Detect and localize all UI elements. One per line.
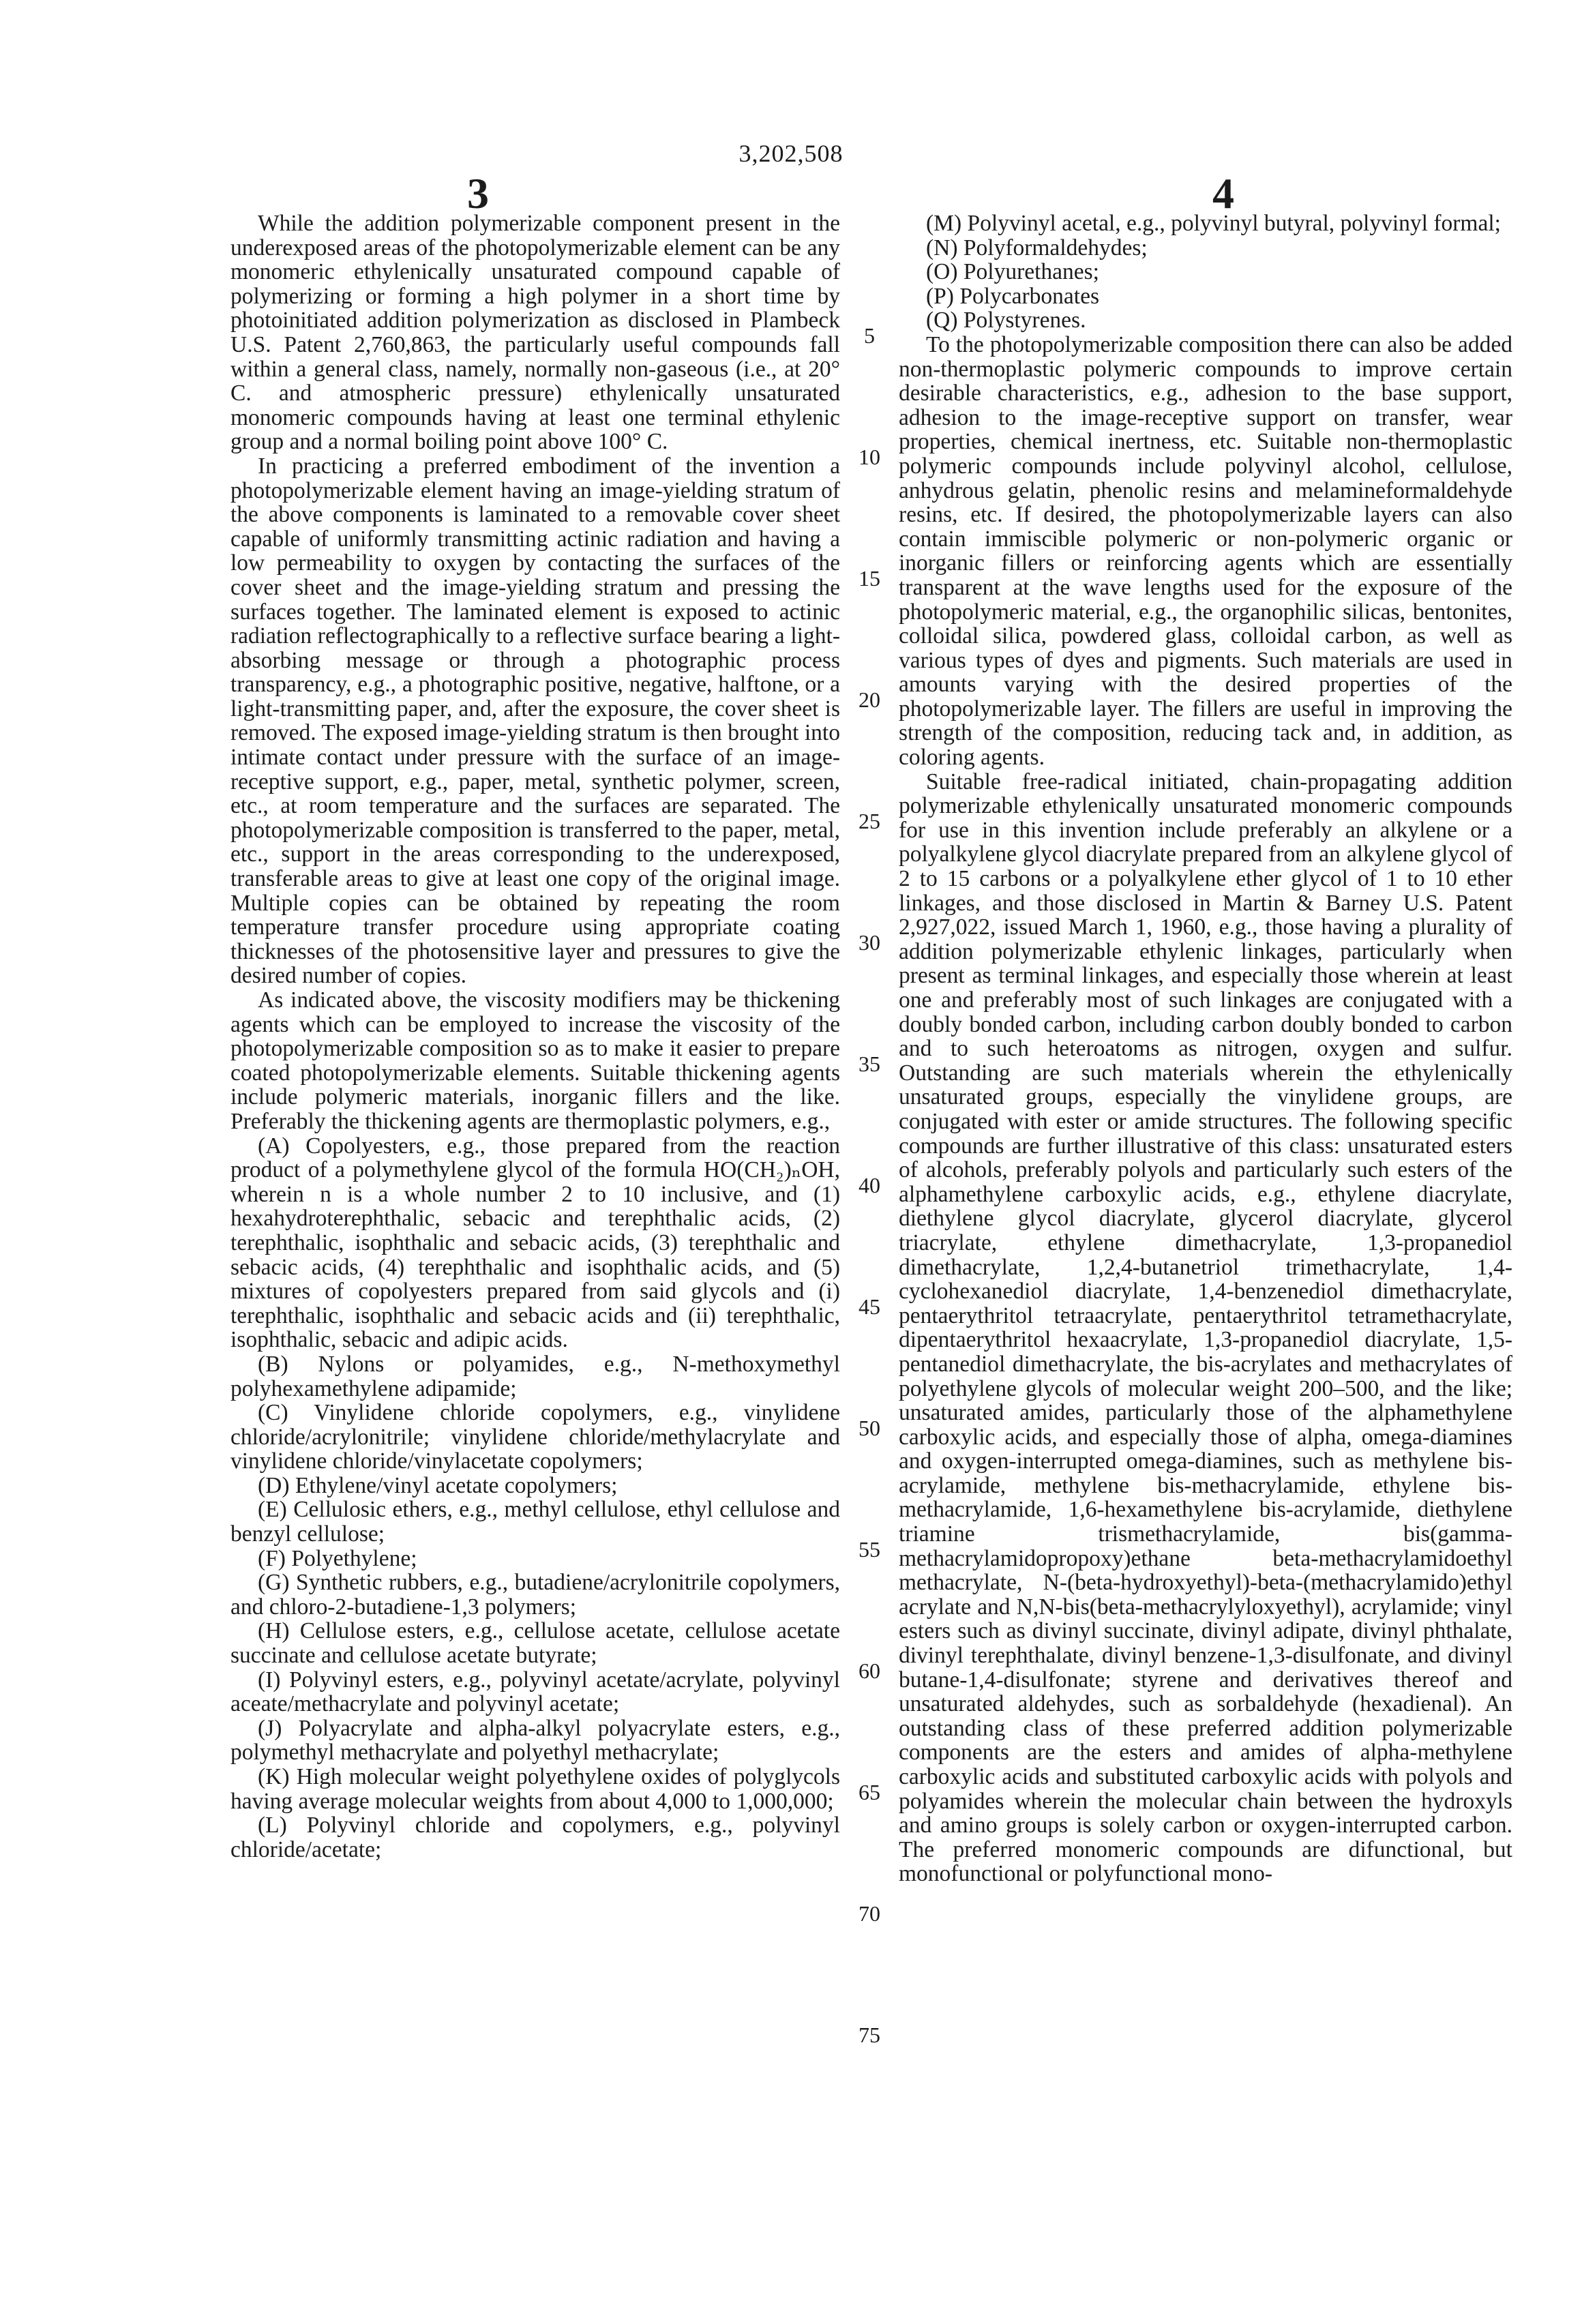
line-number: 35: [846, 1052, 893, 1077]
list-item: (L) Polyvinyl chloride and copolymers, e.g., polyvinyl chloride/acetate;: [230, 1813, 840, 1862]
line-number-gutter: [846, 0, 893, 2324]
right-column-number: 4: [1212, 172, 1234, 215]
line-number: 15: [846, 566, 893, 591]
line-number: 25: [846, 809, 893, 834]
list-item: (P) Polycarbonates: [899, 284, 1512, 309]
list-item: (B) Nylons or polyamides, e.g., N-methoxymethyl polyhexamethylene adipamide;: [230, 1352, 840, 1401]
list-item: (O) Polyurethanes;: [899, 260, 1512, 284]
line-number: 75: [846, 2023, 893, 2048]
list-item: (J) Polyacrylate and alpha-alkyl polyacrylate esters, e.g., polymethyl methacrylate and polyethyl methacrylate;: [230, 1716, 840, 1765]
paragraph: Suitable free-radical initiated, chain-propagating addition polymerizable ethylenically unsaturated monomeric compounds for use in this invention include preferably an alkylene or a polyalkylene glycol diacrylate prepared from an alkylene glycol of 2 to 15 carbons or a polyalkylene ether glycol of 1 to 10 ether linkages, and those disclosed in Martin & Barney U.S. Patent 2,927,022, issued March 1, 1960, e.g., those having a plurality of addition polymerizable ethylenic linkages, particularly when present as terminal linkages, and especially those wherein at least one and preferably most of such linkages are conjugated with a doubly bonded carbon, including carbon doubly bonded to carbon and to such heteroatoms as nitrogen, oxygen and sulfur. Outstanding are such materials wherein the ethylenically unsaturated groups, especially the vinylidene groups, are conjugated with ester or amide structures. The following specific compounds are further illustrative of this class: unsaturated esters of alcohols, preferably polyols and particularly such esters of the alphamethylene carboxylic acids, e.g., ethylene diacrylate, diethylene glycol diacrylate, glycerol diacrylate, glycerol triacrylate, ethylene dimethacrylate, 1,3-propanediol dimethacrylate, 1,2,4-butanetriol trimethacrylate, 1,4-cyclohexanediol diacrylate, 1,4-benzenediol dimethacrylate, pentaerythritol tetraacrylate, pentaerythritol tetramethacrylate, dipentaerythritol hexaacrylate, 1,3-propanediol diacrylate, 1,5-pentanediol dimethacrylate, the bis-acrylates and methacrylates of polyethylene glycols of molecular weight 200–500, and the like; unsaturated amides, particularly those of the alphamethylene carboxylic acids, and especially those of alpha, omega-diamines and oxygen-interrupted omega-diamines, such as methylene bis-acrylamide, methylene bis-methacrylamide, ethylene bis-methacrylamide, 1,6-hexamethylene bis-acrylamide, diethylene triamine trismethacrylamide, bis(gamma-methacrylamidopropoxy)ethane beta-methacrylamidoethyl methacrylate, N-(beta-hydroxyethyl)-beta-(methacrylamido)ethyl acrylate and N,N-bis(beta-methacrylyloxyethyl), acrylamide; vinyl esters such as divinyl succinate, divinyl adipate, divinyl phthalate, divinyl terephthalate, divinyl benzene-1,3-disulfonate, and divinyl butane-1,4-disulfonate; styrene and derivatives thereof and unsaturated aldehydes, such as sorbaldehyde (hexadienal). An outstanding class of these preferred addition polymerizable components are the esters and amides of alpha-methylene carboxylic acids and substituted carboxylic acids with polyols and polyamides wherein the molecular chain between the hydroxyls and amino groups is solely carbon or oxygen-interrupted carbon. The preferred monomeric compounds are difunctional, but monofunctional or polyfunctional mono-: [899, 770, 1512, 1886]
list-item: (M) Polyvinyl acetal, e.g., polyvinyl butyral, polyvinyl formal;: [899, 211, 1512, 236]
list-item: (D) Ethylene/vinyl acetate copolymers;: [230, 1474, 840, 1498]
line-number: 55: [846, 1537, 893, 1562]
list-item: (A) Copolyesters, e.g., those prepared from the reaction product of a polymethylene glycol of the formula HO(CH₂)ₙOH, wherein n is a whole number 2 to 10 inclusive, and (1) hexahydroterephthalic, sebacic and terephthalic acids, (2) terephthalic, isophthalic and sebacic acids, (3) terephthalic and sebacic acids, (4) terephthalic and isophthalic acids, and (5) mixtures of copolyesters prepared from said glycols and (i) terephthalic, isophthalic and sebacic acids and (ii) terephthalic, isophthalic, sebacic and adipic acids.: [230, 1134, 840, 1352]
line-number: 45: [846, 1294, 893, 1320]
list-item: (H) Cellulose esters, e.g., cellulose acetate, cellulose acetate succinate and cellulose acetate butyrate;: [230, 1619, 840, 1667]
line-number: 10: [846, 445, 893, 470]
list-item: (K) High molecular weight polyethylene oxides of polyglycols having average molecular weights from about 4,000 to 1,000,000;: [230, 1765, 840, 1813]
line-number: 20: [846, 687, 893, 713]
paragraph: To the photopolymerizable composition there can also be added non-thermoplastic polymeric compounds to improve certain desirable characteristics, e.g., adhesion to the base support, adhesion to the image-receptive support on transfer, wear properties, chemical inertness, etc. Suitable non-thermoplastic polymeric compounds include polyvinyl alcohol, cellulose, anhydrous gelatin, phenolic resins and melamineformaldehyde resins, etc. If desired, the photopolymerizable layers can also contain immiscible polymeric or non-polymeric organic or inorganic fillers or reinforcing agents which are essentially transparent at the wave lengths used for the exposure of the photopolymeric material, e.g., the organophilic silicas, bentonites, colloidal silica, powdered glass, colloidal carbon, as well as various types of dyes and pigments. Such materials are used in amounts varying with the desired properties of the photopolymerizable layer. The fillers are useful in improving the strength of the composition, reducing tack and, in addition, as coloring agents.: [899, 333, 1512, 770]
patent-number: 3,202,508: [0, 139, 1582, 168]
line-number: 65: [846, 1780, 893, 1805]
list-item: (C) Vinylidene chloride copolymers, e.g., vinylidene chloride/acrylonitrile; vinylidene chloride/methylacrylate and vinylidene chloride/vinylacetate copolymers;: [230, 1401, 840, 1474]
list-item: (F) Polyethylene;: [230, 1547, 840, 1571]
line-number: 60: [846, 1658, 893, 1684]
list-item: (N) Polyformaldehydes;: [899, 236, 1512, 260]
line-number: 5: [846, 323, 893, 348]
line-number: 70: [846, 1901, 893, 1926]
left-text-column: [230, 211, 840, 1862]
paragraph: In practicing a preferred embodiment of the invention a photopolymerizable element having an image-yielding stratum of the above components is laminated to a removable cover sheet capable of uniformly transmitting actinic radiation and having a low permeability to oxygen by contacting the surfaces of the cover sheet and the image-yielding stratum and pressing the surfaces together. The laminated element is exposed to actinic radiation reflectographically to a reflective surface bearing a light-absorbing message or through a photographic process transparency, e.g., a photographic positive, negative, halftone, or a light-transmitting paper, and, after the exposure, the cover sheet is removed. The exposed image-yielding stratum is then brought into intimate contact under pressure with the surface of an image-receptive support, e.g., paper, metal, synthetic polymer, screen, etc., at room temperature and the surfaces are separated. The photopolymerizable composition is transferred to the paper, metal, etc., support in the areas corresponding to the underexposed, transferable areas to give at least one copy of the original image. Multiple copies can be obtained by repeating the room temperature transfer procedure using appropriate coating thicknesses of the photosensitive layer and pressures to give the desired number of copies.: [230, 454, 840, 988]
right-text-column: [899, 211, 1512, 1886]
line-number: 50: [846, 1416, 893, 1441]
line-number: 40: [846, 1173, 893, 1198]
left-column-number: 3: [467, 172, 489, 215]
paragraph: While the addition polymerizable component present in the underexposed areas of the photopolymerizable element can be any monomeric ethylenically unsaturated compound capable of polymerizing or forming a high polymer in a short time by photoinitiated addition polymerization as disclosed in Plambeck U.S. Patent 2,760,863, the particularly useful compounds fall within a general class, namely, normally non-gaseous (i.e., at 20° C. and atmospheric pressure) ethylenically unsaturated monomeric compounds having at least one terminal ethylenic group and a normal boiling point above 100° C.: [230, 211, 840, 454]
paragraph: As indicated above, the viscosity modifiers may be thickening agents which can be employed to increase the viscosity of the photopolymerizable composition so as to make it easier to prepare coated photopolymerizable elements. Suitable thickening agents include polymeric materials, inorganic fillers and the like. Preferably the thickening agents are thermoplastic polymers, e.g.,: [230, 988, 840, 1134]
list-item: (I) Polyvinyl esters, e.g., polyvinyl acetate/acrylate, polyvinyl aceate/methacrylate and polyvinyl acetate;: [230, 1668, 840, 1716]
line-number: 30: [846, 930, 893, 955]
list-item: (E) Cellulosic ethers, e.g., methyl cellulose, ethyl cellulose and benzyl cellulose;: [230, 1498, 840, 1546]
list-item: (Q) Polystyrenes.: [899, 308, 1512, 333]
list-item: (G) Synthetic rubbers, e.g., butadiene/acrylonitrile copolymers, and chloro-2-butadiene-1,3 polymers;: [230, 1570, 840, 1619]
